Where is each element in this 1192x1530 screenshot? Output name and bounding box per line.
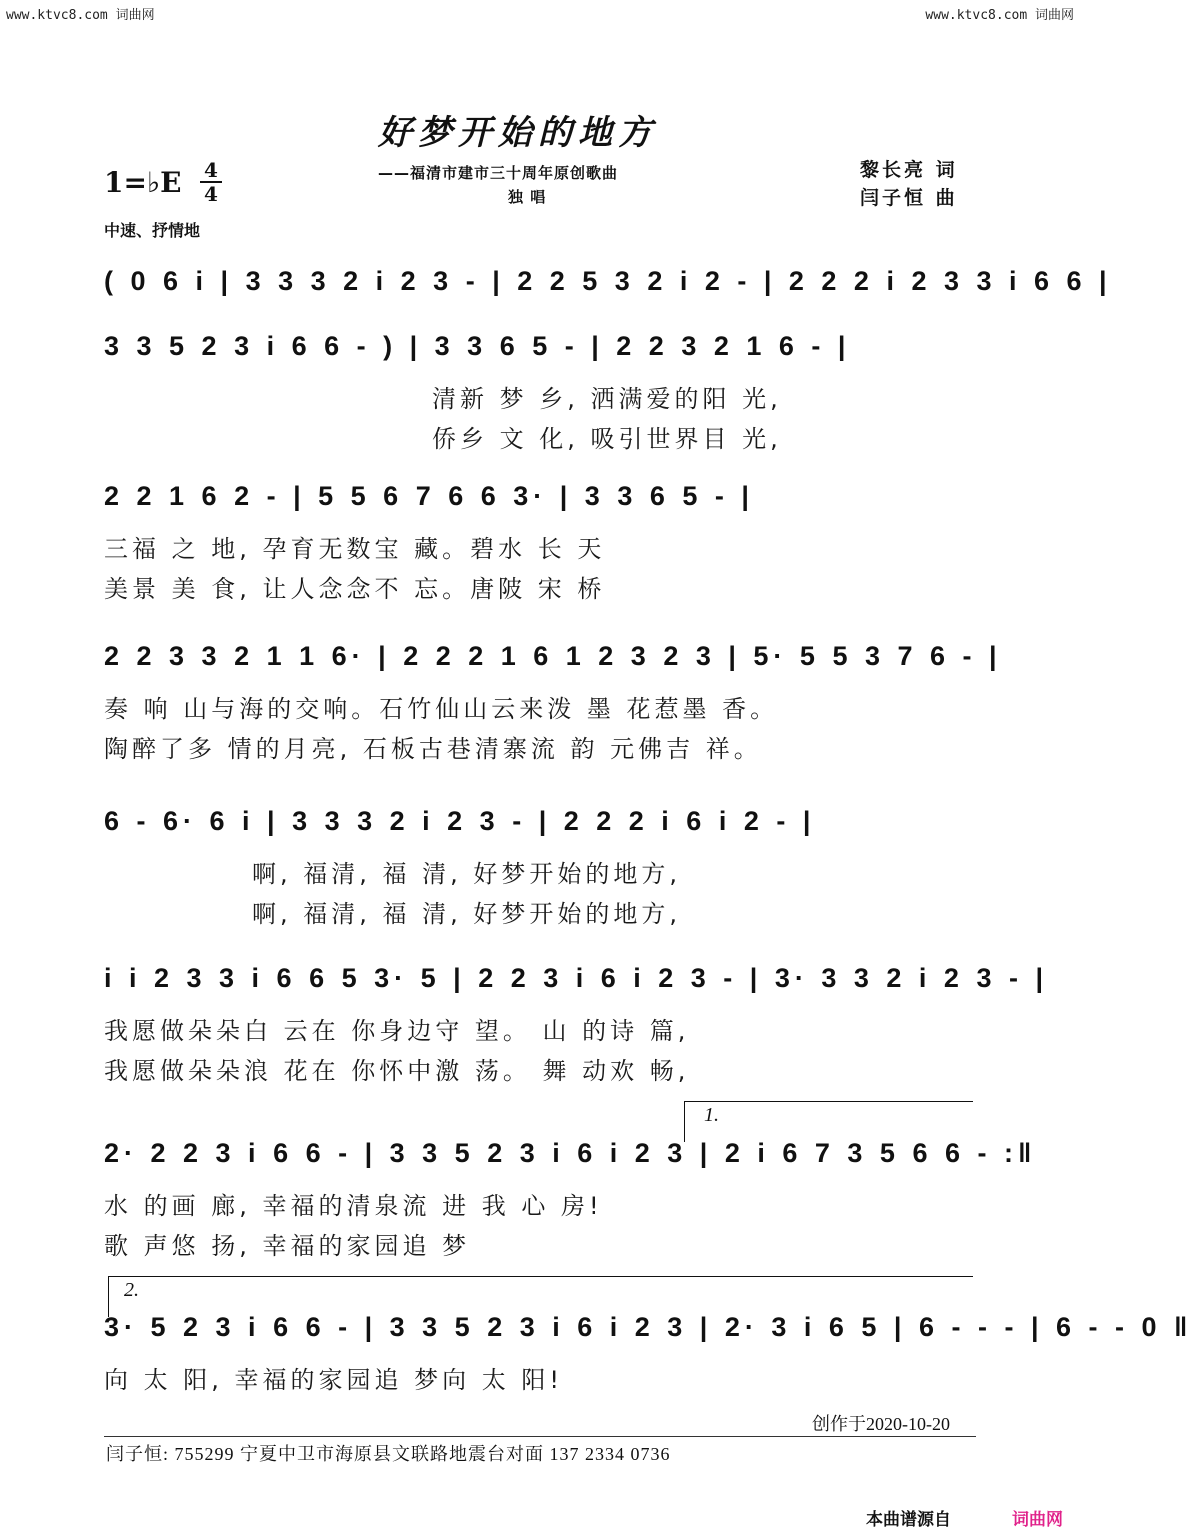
lyric-line: 奏 响 山与海的交响。石竹仙山云来泼 墨 花惹墨 香。 <box>104 695 779 723</box>
key-signature: 1=♭E <box>104 166 182 199</box>
time-denominator: 4 <box>204 182 218 206</box>
lyric-line: 美景 美 食, 让人念念不 忘。唐陂 宋 桥 <box>104 575 606 603</box>
footer-divider <box>104 1436 976 1437</box>
volta-2-bracket <box>108 1276 973 1317</box>
lyric-line: 三福 之 地, 孕育无数宝 藏。碧水 长 天 <box>104 535 606 563</box>
time-signature <box>200 160 222 204</box>
tempo-marking: 中速、抒情地 <box>104 221 201 240</box>
volta-1-bracket <box>684 1101 973 1142</box>
notation-row: 2 2 1 6 2 - | 5 5 6 7 6 6 3· | 3 3 6 5 - | <box>104 481 754 511</box>
lyric-line: 向 太 阳, 幸福的家园追 梦向 太 阳! <box>104 1366 564 1394</box>
composer-contact: 闫子恒: 755299 宁夏中卫市海原县文联路地震台对面 137 2334 0736 <box>106 1444 671 1464</box>
lyric-line: 水 的画 廊, 幸福的清泉流 进 我 心 房! <box>104 1192 603 1220</box>
performance-type: 独 唱 <box>508 188 547 206</box>
volta-1-number: 1. <box>704 1104 719 1126</box>
notation-row: 2 2 3 3 2 1 1 6· | 2 2 2 1 6 1 2 3 2 3 | 5· 5 5 3 7 6 - | <box>104 641 1002 671</box>
notation-row: i i 2 3 3 i 6 6 5 3· 5 | 2 2 3 i 6 i 2 3 - | 3· 3 3 2 i 2 3 - | <box>104 963 1049 993</box>
site-watermark-right: www.ktvc8.com 词曲网 <box>925 8 1074 23</box>
composer-credit: 闫子恒 曲 <box>860 187 958 209</box>
lyric-line: 歌 声悠 扬, 幸福的家园追 梦 <box>104 1232 471 1260</box>
brand-logo[interactable]: 词曲网 <box>1012 1510 1063 1530</box>
lyric-line: 清新 梦 乡, 洒满爱的阳 光, <box>432 385 782 413</box>
song-title: 好梦开始的地方 <box>378 113 658 153</box>
lyric-line: 啊, 福清, 福 清, 好梦开始的地方, <box>252 900 682 928</box>
source-label: 本曲谱源自 <box>866 1510 951 1530</box>
lyric-line: 我愿做朵朵浪 花在 你怀中激 荡。 舞 动欢 畅, <box>104 1057 690 1085</box>
notation-row: 2· 2 2 3 i 6 6 - | 3 3 5 2 3 i 6 i 2 3 | 2 i 6 7 3 5 6 6 - :‖ <box>104 1138 1037 1168</box>
notation-row: ( 0 6 i | 3 3 3 2 i 2 3 - | 2 2 5 3 2 i 2 - | 2 2 2 i 2 3 3 i 6 6 | <box>104 266 1112 296</box>
site-watermark-left: www.ktvc8.com 词曲网 <box>6 8 155 23</box>
time-numerator: 4 <box>204 158 218 182</box>
composition-date: 创作于2020-10-20 <box>812 1414 950 1434</box>
notation-row: 6 - 6· 6 i | 3 3 3 2 i 2 3 - | 2 2 2 i 6 i 2 - | <box>104 806 816 836</box>
notation-row: 3 3 5 2 3 i 6 6 - ) | 3 3 6 5 - | 2 2 3 2 1 6 - | <box>104 331 851 361</box>
lyric-line: 我愿做朵朵白 云在 你身边守 望。 山 的诗 篇, <box>104 1017 690 1045</box>
lyricist-credit: 黎长亮 词 <box>860 159 958 181</box>
song-subtitle: ——福清市建市三十周年原创歌曲 <box>378 164 619 182</box>
lyric-line: 陶醉了多 情的月亮, 石板古巷清寨流 韵 元佛吉 祥。 <box>104 735 762 763</box>
volta-2-number: 2. <box>124 1279 139 1301</box>
lyric-line: 啊, 福清, 福 清, 好梦开始的地方, <box>252 860 682 888</box>
notation-row: 3· 5 2 3 i 6 6 - | 3 3 5 2 3 i 6 i 2 3 | 2· 3 i 6 5 | 6 - - - | 6 - - 0 ‖ <box>104 1312 1192 1342</box>
lyric-line: 侨乡 文 化, 吸引世界目 光, <box>432 425 782 453</box>
